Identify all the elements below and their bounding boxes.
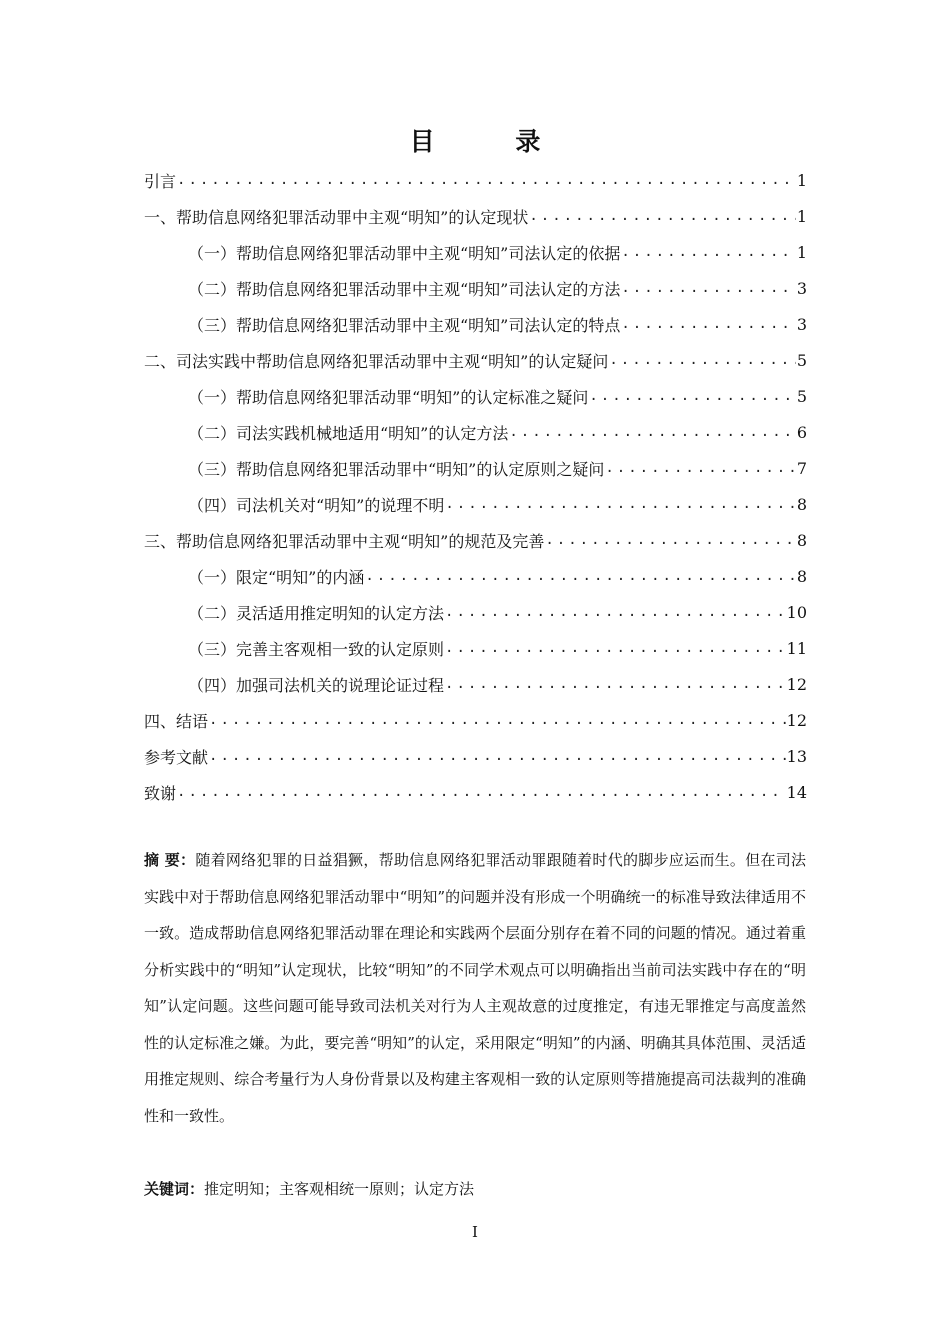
toc-entry-page: 1 (796, 242, 807, 262)
toc-entry[interactable] (144, 414, 807, 450)
toc-entry[interactable] (144, 198, 807, 234)
toc-entry-title: （一）帮助信息网络犯罪活动罪中主观“明知”司法认定的依据 (188, 243, 621, 263)
toc-entry[interactable] (144, 378, 807, 414)
toc-entry-page: 14 (786, 782, 807, 802)
toc-entry[interactable] (144, 738, 807, 774)
toc-entry[interactable] (144, 162, 807, 198)
toc-entry-title: （二）帮助信息网络犯罪活动罪中主观“明知”司法认定的方法 (188, 279, 621, 299)
toc-leader-dots (445, 640, 786, 656)
toc-entry[interactable] (144, 342, 807, 378)
toc-entry-page: 5 (796, 350, 807, 370)
toc-leader-dots (529, 208, 795, 224)
keywords (144, 1177, 806, 1201)
toc-entry-page: 12 (786, 674, 807, 694)
toc-entry[interactable] (144, 630, 807, 666)
toc-entry-page: 12 (786, 710, 807, 730)
toc-entry[interactable] (144, 666, 807, 702)
toc-entry-page: 8 (796, 566, 807, 586)
toc-entry-title: 四、结语 (144, 711, 209, 731)
toc-entry[interactable] (144, 522, 807, 558)
toc-entry[interactable] (144, 774, 807, 810)
toc-entry-title: 参考文献 (144, 747, 209, 767)
toc-entry-page: 13 (786, 746, 807, 766)
toc-entry-page: 8 (796, 494, 807, 514)
toc-entry-title: 一、帮助信息网络犯罪活动罪中主观“明知”的认定现状 (144, 207, 529, 227)
toc-entry-title: 引言 (144, 171, 177, 191)
toc-leader-dots (509, 424, 795, 440)
toc-leader-dots (445, 676, 786, 692)
toc-entry[interactable] (144, 702, 807, 738)
toc-entry-title: （四）司法机关对“明知”的说理不明 (188, 495, 445, 515)
toc-entry[interactable] (144, 594, 807, 630)
toc-entry-page: 7 (796, 458, 807, 478)
toc-entry[interactable] (144, 558, 807, 594)
toc-leader-dots (445, 496, 795, 512)
toc-entry-page: 1 (796, 206, 807, 226)
toc-entry[interactable] (144, 234, 807, 270)
toc-leader-dots (621, 244, 795, 260)
toc-leader-dots (445, 604, 786, 620)
toc-leader-dots (609, 352, 795, 368)
table-of-contents (144, 162, 807, 810)
toc-entry-title: （一）限定“明知”的内涵 (188, 567, 365, 587)
toc-entry-title: （二）灵活适用推定明知的认定方法 (188, 603, 445, 623)
toc-leader-dots (177, 784, 786, 800)
toc-title: 目 录 (409, 127, 577, 156)
toc-entry-page: 5 (796, 386, 807, 406)
toc-entry-title: （三）帮助信息网络犯罪活动罪中“明知”的认定原则之疑问 (188, 459, 605, 479)
toc-entry[interactable] (144, 306, 807, 342)
abstract-label: 摘 要： (144, 851, 196, 869)
toc-leader-dots (209, 748, 786, 764)
toc-entry-title: 致谢 (144, 783, 177, 803)
toc-entry-title: （三）帮助信息网络犯罪活动罪中主观“明知”司法认定的特点 (188, 315, 621, 335)
keywords-label: 关键词： (144, 1180, 205, 1198)
toc-entry-page: 3 (796, 314, 807, 334)
toc-entry-title: （三）完善主客观相一致的认定原则 (188, 639, 445, 659)
toc-entry-page: 3 (796, 278, 807, 298)
toc-entry-page: 10 (786, 602, 807, 622)
toc-entry-title: （一）帮助信息网络犯罪活动罪“明知”的认定标准之疑问 (188, 387, 589, 407)
toc-entry-title: （二）司法实践机械地适用“明知”的认定方法 (188, 423, 509, 443)
toc-entry[interactable] (144, 270, 807, 306)
toc-leader-dots (177, 172, 796, 188)
toc-entry-title: 二、司法实践中帮助信息网络犯罪活动罪中主观“明知”的认定疑问 (144, 351, 609, 371)
toc-entry-title: （四）加强司法机关的说理论证过程 (188, 675, 445, 695)
toc-leader-dots (605, 460, 795, 476)
toc-entry[interactable] (144, 486, 807, 522)
toc-entry[interactable] (144, 450, 807, 486)
toc-leader-dots (589, 388, 795, 404)
toc-entry-page: 1 (796, 170, 807, 190)
toc-entry-page: 11 (786, 638, 807, 658)
toc-leader-dots (621, 316, 795, 332)
toc-entry-page: 8 (796, 530, 807, 550)
abstract-text: 随着网络犯罪的日益猖獗，帮助信息网络犯罪活动罪跟随着时代的脚步应运而生。但在司法实践中对于帮助信息网络犯罪活动罪中“明知”的问题并没有形成一个明确统一的标准导致法律适用不一致。造成帮助信息网络犯罪活动罪在理论和实践两个层面分别存在着不同的问题的情况。通过着重分析实践中的“明知”认定现状，比较“明知”的不同学术观点可以明确指出当前司法实践中存在的“明知”认定问题。这些问题可能导致司法机关对行为人主观故意的过度推定，有违无罪推定与高度盖然性的认定标准之嫌。为此，要完善“明知”的认定，采用限定“明知”的内涵、明确其具体范围、灵活适用推定规则、综合考量行为人身份背景以及构建主客观相一致的认定原则等措施提高司法裁判的准确性和一致性。 (144, 851, 806, 1125)
abstract (144, 842, 806, 1134)
toc-entry-title: 三、帮助信息网络犯罪活动罪中主观“明知”的规范及完善 (144, 531, 545, 551)
toc-leader-dots (365, 568, 795, 584)
page-number: I (472, 1223, 478, 1241)
toc-entry-page: 6 (796, 422, 807, 442)
keywords-text: 推定明知；主客观相统一原则；认定方法 (204, 1180, 475, 1198)
toc-leader-dots (209, 712, 786, 728)
toc-leader-dots (545, 532, 795, 548)
toc-leader-dots (621, 280, 795, 296)
